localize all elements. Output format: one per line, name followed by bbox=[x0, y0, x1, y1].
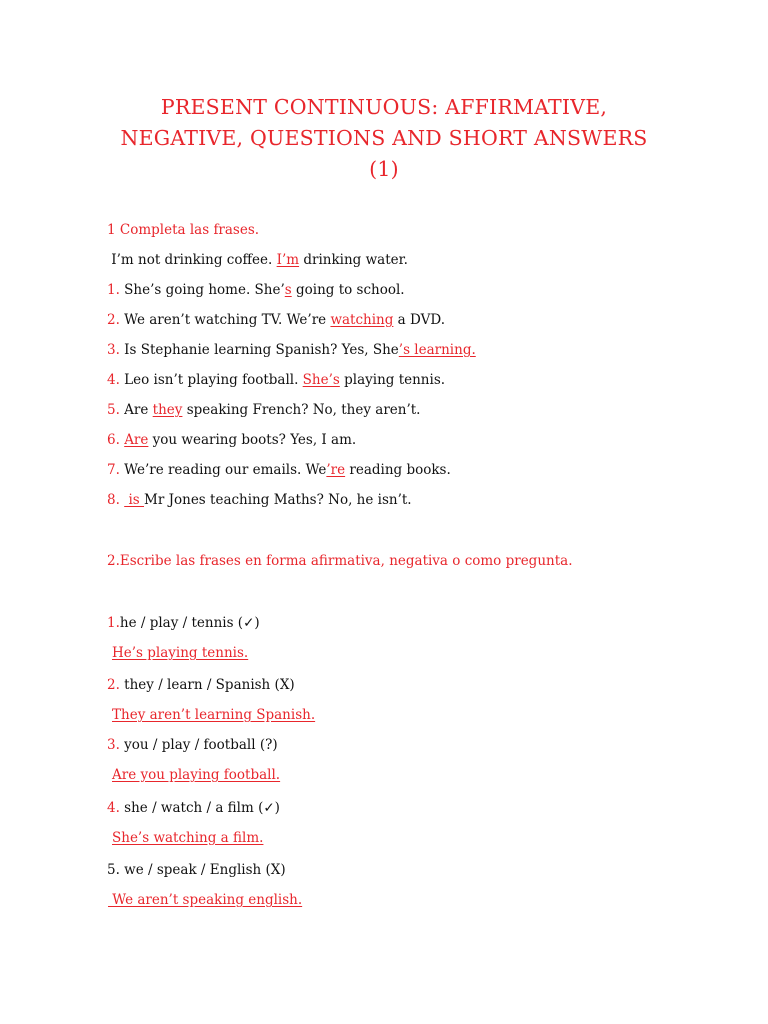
exercise-1-item bbox=[107, 431, 356, 449]
sentence-text: Mr Jones teaching Maths? No, he isn’t. bbox=[144, 492, 412, 508]
exercise-2-answer: Are you playing football. bbox=[112, 767, 281, 783]
exercise-2-answer: She’s watching a film. bbox=[112, 830, 264, 846]
answer-text: ’s learning. bbox=[398, 342, 476, 358]
exercise-2-prompt bbox=[107, 676, 295, 694]
sentence-text: drinking water. bbox=[299, 252, 408, 268]
sentence-text: Leo isn’t playing football. bbox=[119, 372, 303, 388]
exercise-1-item bbox=[107, 491, 412, 509]
sentence-text: speaking French? No, they aren’t. bbox=[182, 402, 421, 418]
sentence-text: you wearing boots? Yes, I am. bbox=[148, 432, 357, 448]
exercise-1-heading: 1 Completa las frases. bbox=[107, 222, 260, 238]
answer-text: I’m bbox=[276, 252, 300, 268]
exercise-1-item bbox=[107, 461, 451, 479]
answer-text: She’s bbox=[302, 372, 340, 388]
exercise-1-item bbox=[107, 341, 476, 359]
sentence-text: We aren’t watching TV. We’re bbox=[119, 312, 331, 328]
item-number: 3. bbox=[107, 737, 120, 753]
sentence-text: We’re reading our emails. We bbox=[119, 462, 327, 478]
answer-text: s bbox=[284, 282, 292, 298]
sentence-text: going to school. bbox=[291, 282, 405, 298]
item-number: 4. bbox=[107, 372, 120, 388]
sentence-text: Are bbox=[119, 402, 153, 418]
answer-text: they bbox=[152, 402, 183, 418]
page-title bbox=[0, 92, 768, 185]
exercise-1-example bbox=[107, 251, 408, 269]
exercise-1-item bbox=[107, 311, 445, 329]
exercise-1-item bbox=[107, 401, 420, 419]
item-number: 4. bbox=[107, 800, 120, 816]
exercise-2-answer: He’s playing tennis. bbox=[112, 645, 249, 661]
prompt-text: you / play / football (?) bbox=[119, 737, 278, 753]
sentence-text: playing tennis. bbox=[339, 372, 446, 388]
answer-text: ’re bbox=[326, 462, 346, 478]
exercise-2-heading: 2.Escribe las frases en forma afirmativa, negativa o como pregunta. bbox=[107, 553, 573, 569]
sentence-text: reading books. bbox=[345, 462, 451, 478]
item-number: 2. bbox=[107, 677, 120, 693]
title-line-1: PRESENT CONTINUOUS: AFFIRMATIVE, bbox=[160, 95, 608, 119]
item-number: 8. bbox=[107, 492, 120, 508]
item-number: 1. bbox=[107, 615, 120, 631]
title-line-3: (1) bbox=[369, 157, 399, 181]
answer-text: Are bbox=[124, 432, 149, 448]
item-number: 5. bbox=[107, 862, 120, 878]
prompt-text: we / speak / English (X) bbox=[119, 862, 286, 878]
sentence-text: I’m not drinking coffee. bbox=[107, 252, 277, 268]
exercise-2-prompt bbox=[107, 799, 280, 817]
item-number: 2. bbox=[107, 312, 120, 328]
prompt-text: she / watch / a film (✓) bbox=[119, 800, 280, 816]
exercise-1-item bbox=[107, 281, 405, 299]
item-number: 6. bbox=[107, 432, 120, 448]
exercise-2-prompt bbox=[107, 736, 278, 754]
sentence-text: Is Stephanie learning Spanish? Yes, She bbox=[119, 342, 399, 358]
answer-text: is bbox=[124, 492, 145, 508]
item-number: 1. bbox=[107, 282, 120, 298]
exercise-2-prompt bbox=[107, 861, 286, 879]
prompt-text: he / play / tennis (✓) bbox=[119, 615, 260, 631]
title-line-2: NEGATIVE, QUESTIONS AND SHORT ANSWERS bbox=[120, 126, 648, 150]
exercise-2-answer: We aren’t speaking english. bbox=[108, 892, 303, 908]
answer-text: watching bbox=[330, 312, 394, 328]
sentence-text: She’s going home. She’ bbox=[119, 282, 285, 298]
sentence-text: a DVD. bbox=[393, 312, 445, 328]
exercise-1-item bbox=[107, 371, 445, 389]
item-number: 3. bbox=[107, 342, 120, 358]
item-number: 7. bbox=[107, 462, 120, 478]
exercise-2-prompt bbox=[107, 614, 260, 632]
item-number: 5. bbox=[107, 402, 120, 418]
prompt-text: they / learn / Spanish (X) bbox=[119, 677, 295, 693]
exercise-2-answer: They aren’t learning Spanish. bbox=[112, 707, 316, 723]
